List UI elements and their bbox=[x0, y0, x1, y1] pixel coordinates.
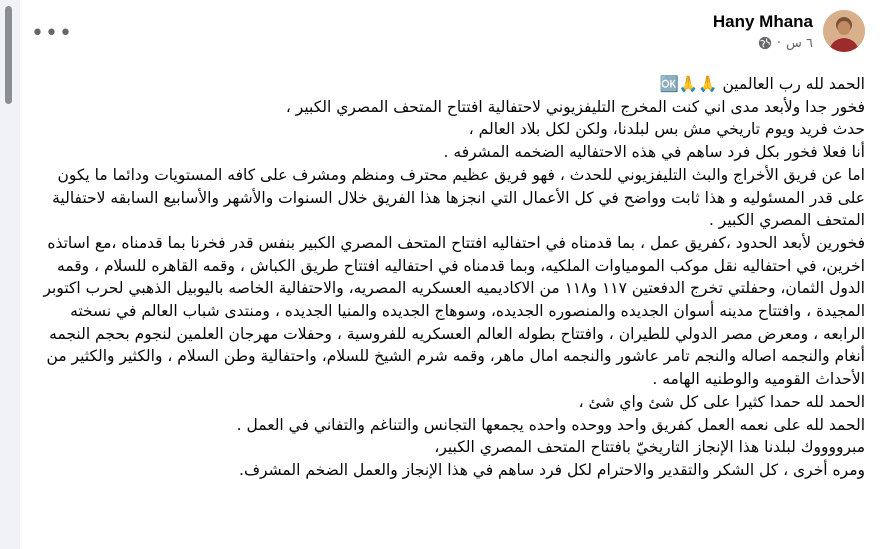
post-paragraph: فخورين لأبعد الحدود ،كفريق عمل ، بما قدمناه في احتفاليه افتتاح المتحف المصري الكبير بنفس قدر فخرنا بما قدمناه ،مع اساتذه اخرين، في احتفاليه نقل موكب المومياوات الملكيه، وبما قدمناه في احتفاليه افتتاح طريق الكباش ، وقمه القاهره للسلام ، وقمه الدول الثمان، وحفلتي تخرج الدفعتين ١١٧ و١١٨ من الاكاديميه العسكريه المصريه، والاحتفالية الخاصه باليوبيل الذهبي لحرب اكتوبر المجيدة ، وافتتاح مدينه أسوان الجديده والمنصوره الجديده، وسوهاج الجديده والمنيا الجديده ، ومنتدى شباب العالم في نسخته الرابعه ، ومعرض مصر الدولي للطيران ، وافتتاح بطوله العالم العسكريه للفروسية ، وحفلات مهرجان العلمين لنجوم بحجم النجمه أنغام والنجمه اصاله والنجم تامر عاشور والنجمه امال ماهر، وقمه شرم الشيخ للسلام، واحتفالية وطن السلام ، والكثير والكثير من الأحداث القوميه والوطنيه الهامه . bbox=[43, 233, 865, 389]
post-paragraph: ومره أخرى ، كل الشكر والتقدير والاحترام لكل فرد ساهم في هذا الإنجاز والعمل الضخم المشرف. bbox=[239, 460, 865, 479]
author-block bbox=[713, 12, 813, 51]
post-paragraph: أنا فعلا فخور بكل فرد ساهم في هذه الاحتفاليه الضخمه المشرفه . bbox=[443, 143, 865, 162]
author-name[interactable]: Hany Mhana bbox=[712, 11, 813, 31]
scrollbar-thumb[interactable] bbox=[5, 6, 12, 104]
left-scroll-rail bbox=[0, 0, 20, 549]
post-paragraph: مبرووووك لبلدنا هذا الإنجاز التاريخيّ بافتتاح المتحف المصري الكبير، bbox=[434, 438, 865, 457]
post-meta bbox=[758, 36, 813, 51]
post-paragraph: فخور جدا ولأبعد مدى اني كنت المخرج التليفزيوني لاحتفالية افتتاح المتحف المصري الكبير ، bbox=[285, 97, 865, 116]
post-paragraph: الحمد لله رب العالمين 🙏🙏🆗 bbox=[659, 75, 865, 93]
post-body bbox=[28, 73, 865, 482]
post-paragraph: الحمد لله حمدا كثيرا على كل شئ واي شئ ، bbox=[578, 392, 865, 411]
more-options-icon[interactable]: ••• bbox=[31, 21, 73, 46]
feed-post bbox=[20, 0, 883, 549]
post-timestamp[interactable]: ٦ س bbox=[786, 35, 813, 51]
post-paragraph: الحمد لله على نعمه العمل كفريق واحد ووحده واحده يجمعها التجانس والتناغم والتفاني في العمل . bbox=[236, 415, 865, 434]
post-paragraph: اما عن فريق الأخراج والبث التليفزيوني للحدث ، فهو فريق عظيم محترف ومنظم ومشرف على كافه المستويات ودائما ما يكون على قدر المسئوليه و هذا ثابت وواضح في كل الأعمال التي انجزها هذا الفريق خلال السنوات والأشهر والأسابيع السابقه لاحتفالية المتحف المصري الكبير . bbox=[52, 165, 865, 230]
post-paragraph: حدث فريد ويوم تاريخي مش بس لبلدنا، ولكن لكل بلاد العالم ، bbox=[468, 120, 865, 139]
globe-icon[interactable] bbox=[758, 36, 772, 50]
meta-separator: · bbox=[776, 35, 781, 51]
profile-avatar[interactable] bbox=[823, 10, 865, 52]
post-header bbox=[713, 10, 865, 52]
